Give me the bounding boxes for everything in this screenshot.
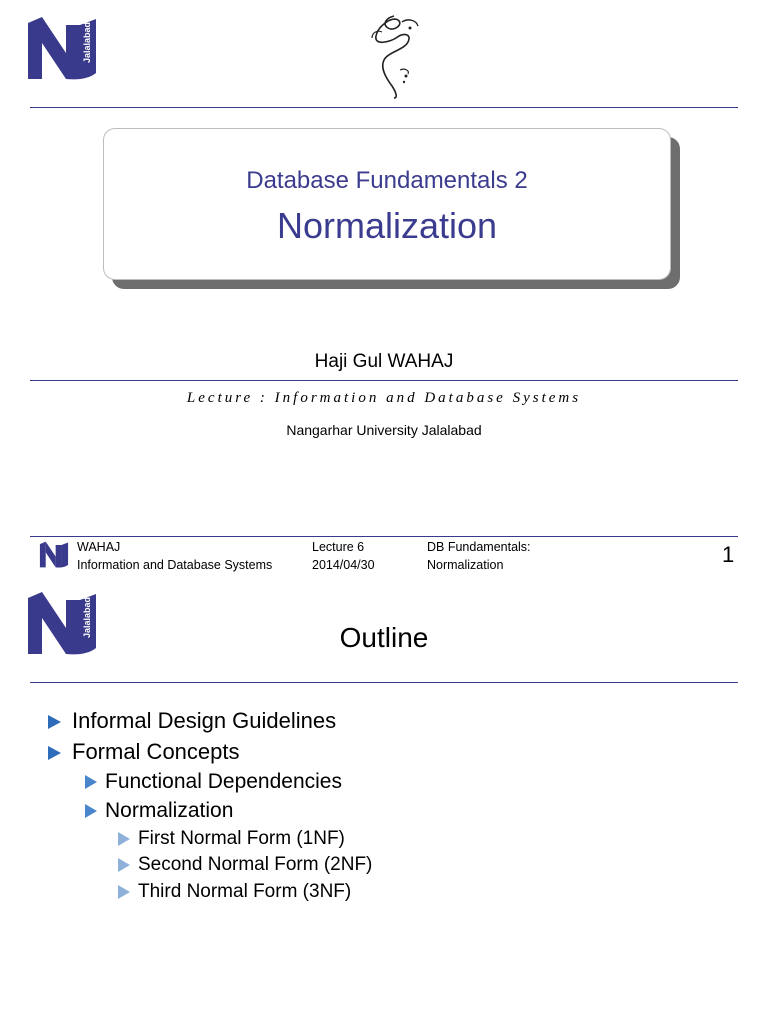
logo-text: Jalalabad [82,21,92,63]
bullet-arrow-icon [85,775,97,789]
outline-item [118,881,351,903]
footer-course: Information and Database Systems [77,558,273,572]
footer-name: WAHAJ [77,540,121,554]
university-logo [26,13,98,83]
outline-item-text: Second Normal Form (2NF) [138,854,373,875]
bullet-arrow-icon [48,746,61,760]
bullet-arrow-icon [118,858,130,872]
footer-topic [427,538,531,574]
author-divider [30,380,738,381]
author-name: Haji Gul WAHAJ [314,351,454,372]
university-name: Nangarhar University Jalalabad [286,422,482,438]
bullet-arrow-icon [85,804,97,818]
outline-item [48,708,336,734]
outline-title: Outline [339,622,429,653]
bullet-arrow-icon [48,715,61,729]
title-box [103,128,671,280]
outline-divider [30,682,738,683]
slide-title: Normalization [276,205,498,246]
slide2-logo-text: Jalalabad [82,596,92,638]
footer-topic-line1: DB Fundamentals: [427,540,531,554]
slide-subtitle: Database Fundamentals 2 [246,167,528,194]
outline-item [85,770,342,794]
outline-item [48,739,240,765]
footer-lecture-number: Lecture 6 [312,540,365,554]
bullet-arrow-icon [118,885,130,899]
footer-date: 2014/04/30 [312,558,375,572]
outline-item-text: Functional Dependencies [105,770,342,793]
footer-divider [30,536,738,537]
outline-item-text: Informal Design Guidelines [72,708,337,733]
calligraphy-emblem [364,12,426,100]
footer-author [77,538,272,574]
outline-item [118,828,345,850]
bullet-arrow-icon [118,832,130,846]
outline-item-text: Third Normal Form (3NF) [138,881,352,902]
footer-topic-line2: Normalization [427,558,504,572]
header-divider [30,107,738,108]
lecture-name: Lecture : Information and Database Systems [186,390,582,406]
footer-lecture [312,538,375,574]
outline-item [85,799,233,823]
outline-item [118,854,372,876]
footer-logo [39,540,69,569]
outline-item-text: Formal Concepts [72,739,240,764]
outline-item-text: Normalization [105,799,234,822]
page-number: 1 [722,542,735,567]
outline-item-text: First Normal Form (1NF) [138,828,345,849]
